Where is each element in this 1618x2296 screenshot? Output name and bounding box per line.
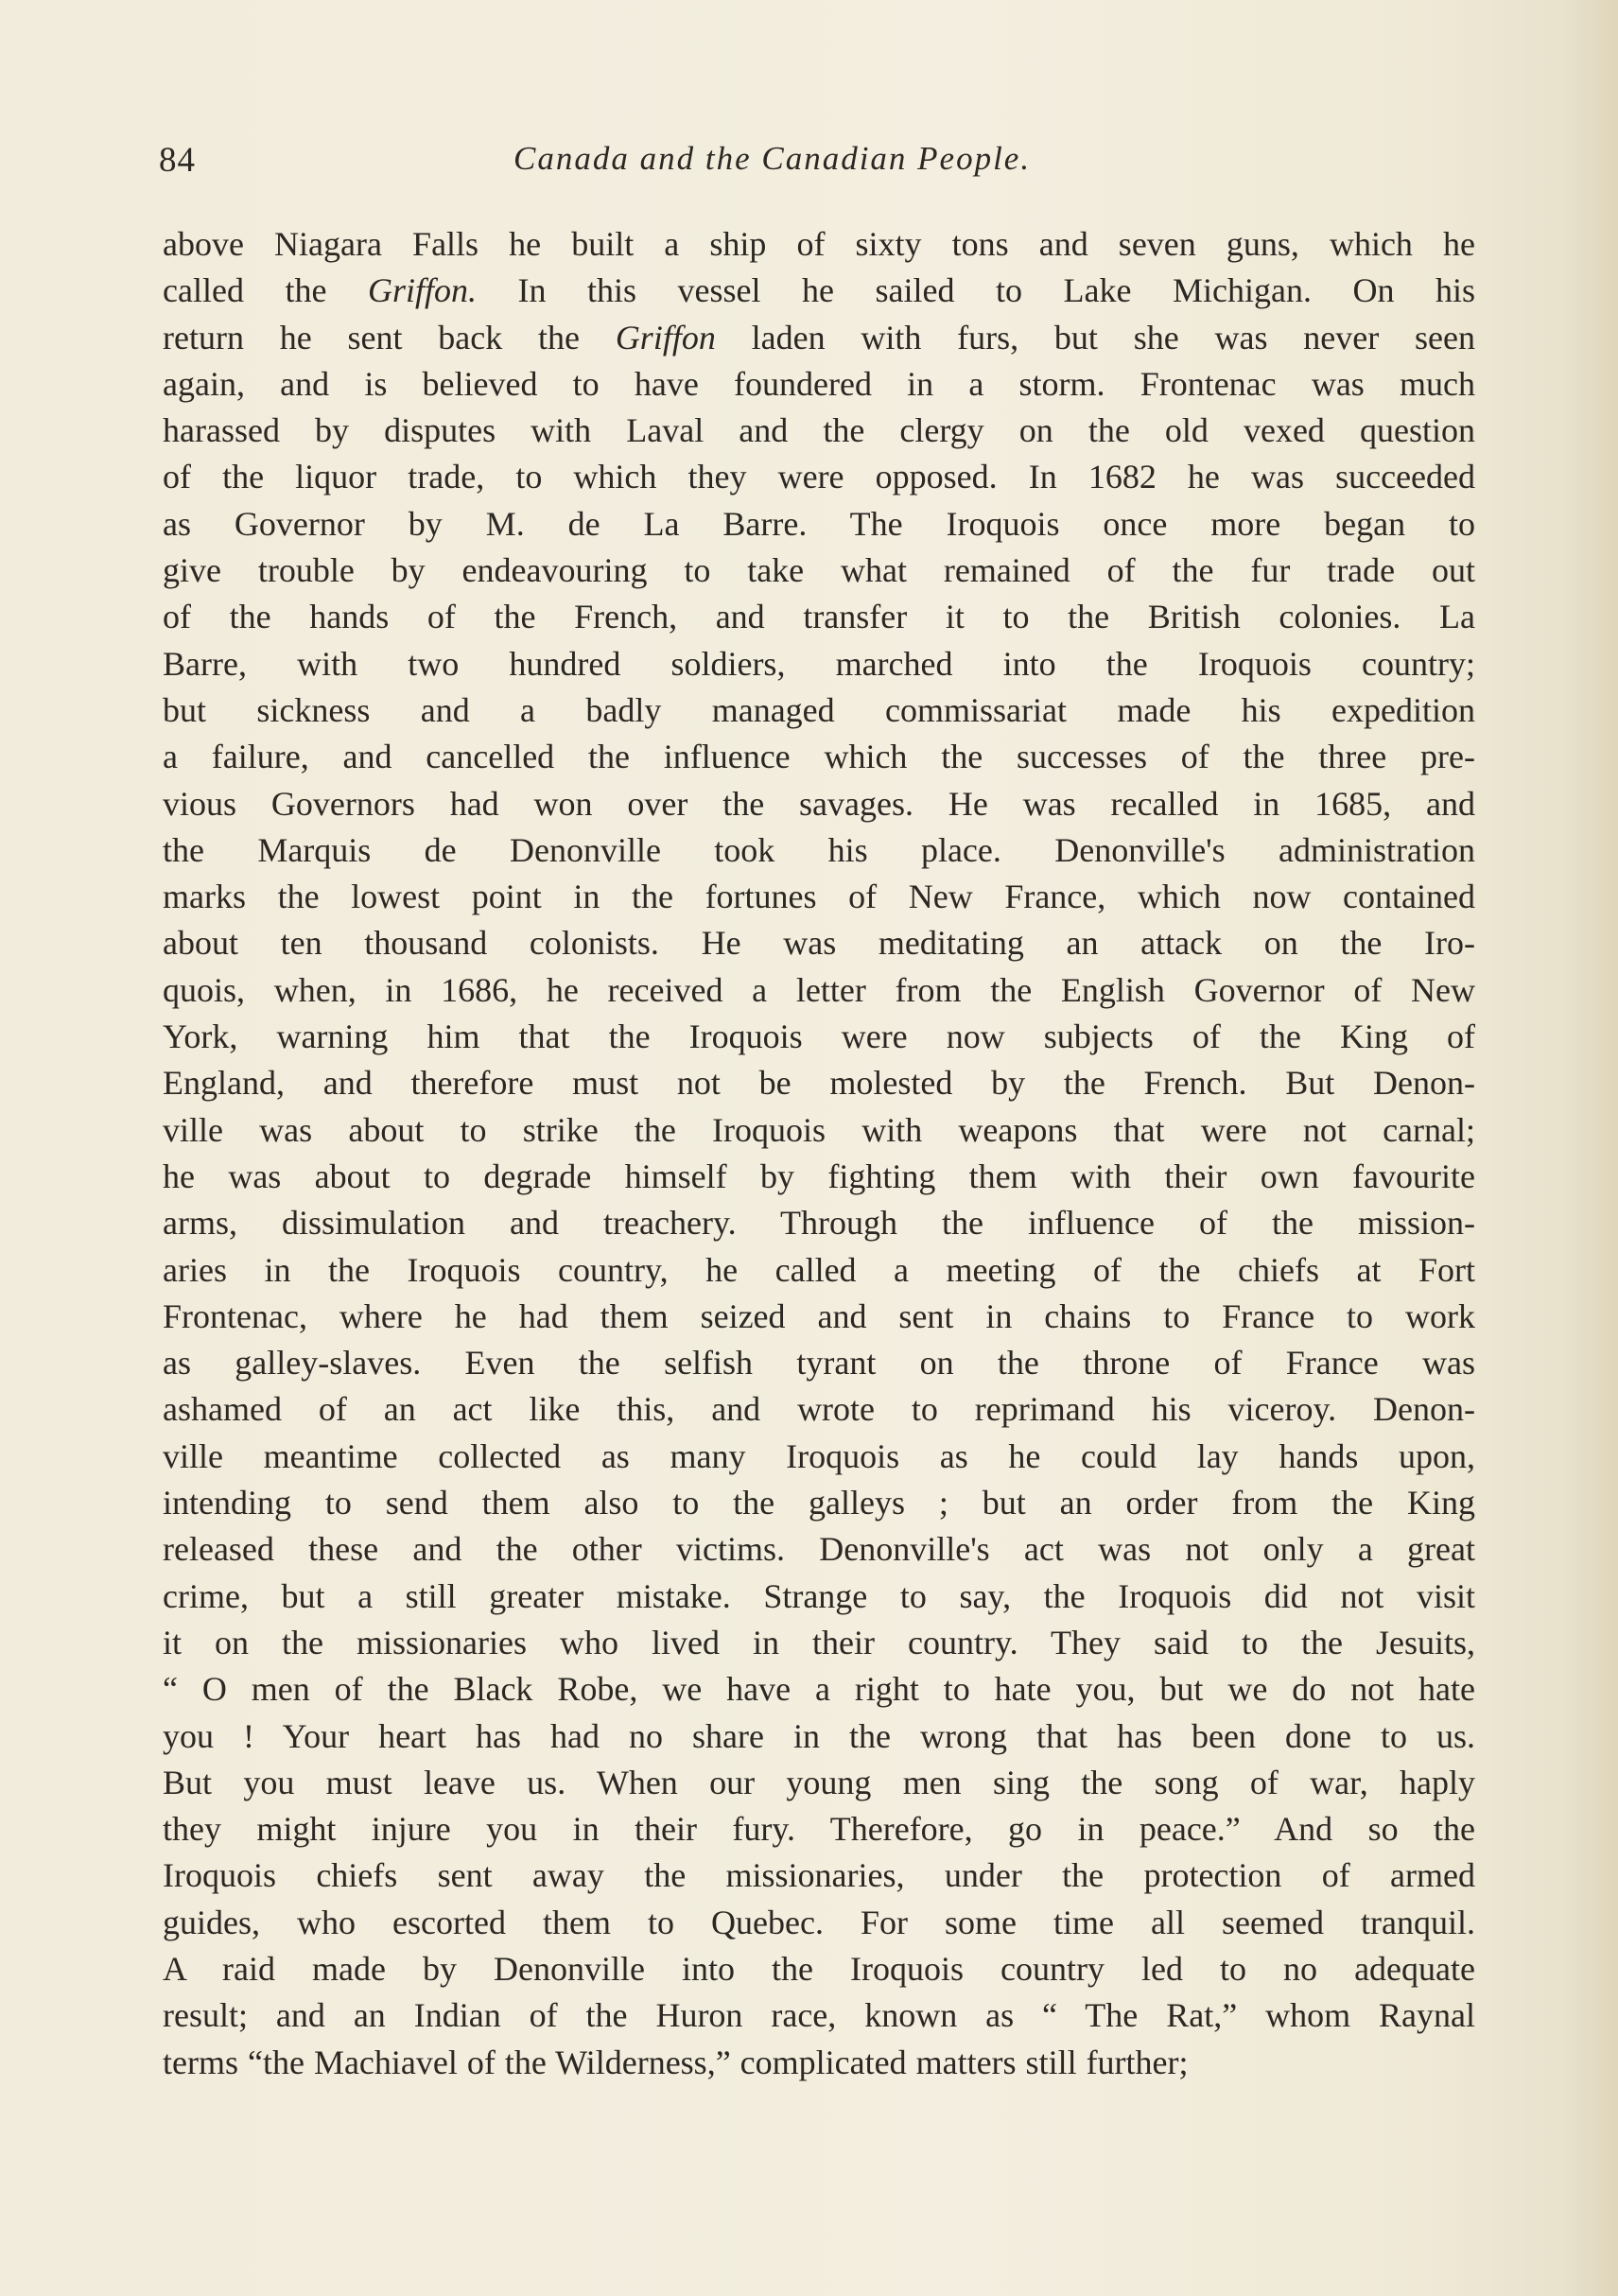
text-line: [163, 268, 1475, 314]
text-run: harassed by disputes with Laval and the clergy on the old vexed question: [163, 411, 1475, 450]
text-run: he was about to degrade himself by fighting them with their own favourite: [163, 1157, 1475, 1195]
text-run: aries in the Iroquois country, he called a meeting of the chiefs at Fort: [163, 1250, 1475, 1289]
text-run: A raid made by Denonville into the Iroquois country led to no adequate: [163, 1949, 1475, 1988]
text-run: they might injure you in their fury. Therefore, go in peace.” And so the: [163, 1810, 1475, 1849]
text-run: you ! Your heart has had no share in the wrong that has been done to us.: [163, 1716, 1475, 1755]
text-run: it on the missionaries who lived in their country. They said to the Jesuits,: [163, 1623, 1475, 1661]
text-line: [163, 1760, 1475, 1806]
text-line: [163, 920, 1475, 966]
italic-text: Griffon.: [367, 271, 477, 310]
text-line: [163, 1574, 1475, 1620]
text-line: [163, 1200, 1475, 1246]
text-line: [163, 967, 1475, 1014]
text-line: [163, 1946, 1475, 1992]
text-line: [163, 1060, 1475, 1106]
text-line: [163, 1666, 1475, 1713]
page-header: [159, 140, 1483, 197]
text-line: [163, 594, 1475, 640]
text-line: [163, 1154, 1475, 1200]
text-line: [163, 827, 1475, 874]
italic-text: Griffon: [615, 318, 716, 357]
text-run: as Governor by M. de La Barre. The Iroquois once more began to: [163, 504, 1475, 543]
text-line: [163, 1900, 1475, 1946]
text-run: quois, when, in 1686, he received a letter from the English Governor of New: [163, 970, 1475, 1009]
body-text: [163, 221, 1475, 2086]
text-run: ashamed of an act like this, and wrote to reprimand his viceroy. Denon-: [163, 1390, 1475, 1429]
text-line: [163, 2040, 1475, 2086]
text-run: York, warning him that the Iroquois were now subjects of the King of: [163, 1018, 1475, 1056]
text-run: ville meantime collected as many Iroquois as he could lay hands upon,: [163, 1436, 1475, 1475]
text-run: result; and an Indian of the Huron race, known as “ The Rat,” whom Raynal: [163, 1996, 1475, 2035]
text-run: Iroquois chiefs sent away the missionaries, under the protection of armed: [163, 1856, 1475, 1895]
text-line: [163, 1992, 1475, 2039]
text-run: Barre, with two hundred soldiers, marched into the Iroquois country;: [163, 644, 1475, 683]
text-run: crime, but a still greater mistake. Strange to say, the Iroquois did not visit: [163, 1576, 1475, 1615]
text-line: [163, 687, 1475, 734]
text-run: In this vessel he sailed to Lake Michigan. On his: [476, 271, 1476, 310]
text-run: arms, dissimulation and treachery. Through the influence of the mission-: [163, 1204, 1475, 1243]
text-line: [163, 1340, 1475, 1386]
text-line: [163, 221, 1475, 268]
text-line: [163, 1014, 1475, 1060]
text-run: but sickness and a badly managed commissariat made his expedition: [163, 690, 1475, 729]
text-run: about ten thousand colonists. He was meditating an attack on the Iro-: [163, 924, 1475, 963]
text-run: above Niagara Falls he built a ship of sixty tons and seven guns, which he: [163, 225, 1475, 263]
text-line: [163, 408, 1475, 454]
text-run: laden with furs, but she was never seen: [715, 318, 1475, 357]
page-number: 84: [159, 141, 196, 180]
page-edge-shadow: [1561, 0, 1618, 2296]
text-run: England, and therefore must not be molested by the French. But Denon-: [163, 1064, 1475, 1103]
text-line: [163, 548, 1475, 594]
text-run: Frontenac, where he had them seized and sent in chains to France to work: [163, 1296, 1475, 1335]
text-line: [163, 1386, 1475, 1433]
text-run: as galley-slaves. Even the selfish tyrant on the throne of France was: [163, 1344, 1475, 1383]
text-line: [163, 501, 1475, 548]
text-run: again, and is believed to have foundered in a storm. Frontenac was much: [163, 364, 1475, 403]
text-line: [163, 1852, 1475, 1899]
text-line: [163, 874, 1475, 920]
text-line: [163, 641, 1475, 687]
text-line: [163, 1526, 1475, 1573]
text-line: [163, 1247, 1475, 1294]
text-run: vious Governors had won over the savages. He was recalled in 1685, and: [163, 784, 1475, 823]
text-line: [163, 1806, 1475, 1852]
text-run: the Marquis de Denonville took his place. Denonville's administration: [163, 830, 1475, 869]
text-run: intending to send them also to the galleys ; but an order from the King: [163, 1484, 1475, 1522]
text-run: called the: [163, 271, 368, 310]
text-line: [163, 454, 1475, 500]
text-line: [163, 1713, 1475, 1760]
text-run: released these and the other victims. Denonville's act was not only a great: [163, 1530, 1475, 1569]
text-run: ville was about to strike the Iroquois with weapons that were not carnal;: [163, 1110, 1475, 1149]
text-line: [163, 1480, 1475, 1526]
text-line: [163, 361, 1475, 408]
text-line: [163, 734, 1475, 780]
text-line: [163, 781, 1475, 827]
text-line: [163, 1107, 1475, 1154]
text-line: [163, 1434, 1475, 1480]
text-run: terms “the Machiavel of the Wilderness,” complicated matters still further;: [163, 2043, 1189, 2081]
text-line: [163, 1294, 1475, 1340]
text-run: a failure, and cancelled the influence which the successes of the three pre-: [163, 738, 1475, 776]
text-run: of the liquor trade, to which they were opposed. In 1682 he was succeeded: [163, 458, 1475, 496]
text-run: But you must leave us. When our young men sing the song of war, haply: [163, 1763, 1475, 1801]
text-run: marks the lowest point in the fortunes of New France, which now contained: [163, 878, 1475, 916]
text-line: [163, 1620, 1475, 1666]
text-run: guides, who escorted them to Quebec. For some time all seemed tranquil.: [163, 1903, 1475, 1941]
text-run: return he sent back the: [163, 318, 616, 357]
text-run: “ O men of the Black Robe, we have a right to hate you, but we do not hate: [163, 1670, 1475, 1709]
text-line: [163, 315, 1475, 361]
text-run: give trouble by endeavouring to take what remained of the fur trade out: [163, 551, 1475, 590]
running-title: Canada and the Canadian People.: [513, 140, 1032, 177]
text-run: of the hands of the French, and transfer it to the British colonies. La: [163, 598, 1475, 636]
